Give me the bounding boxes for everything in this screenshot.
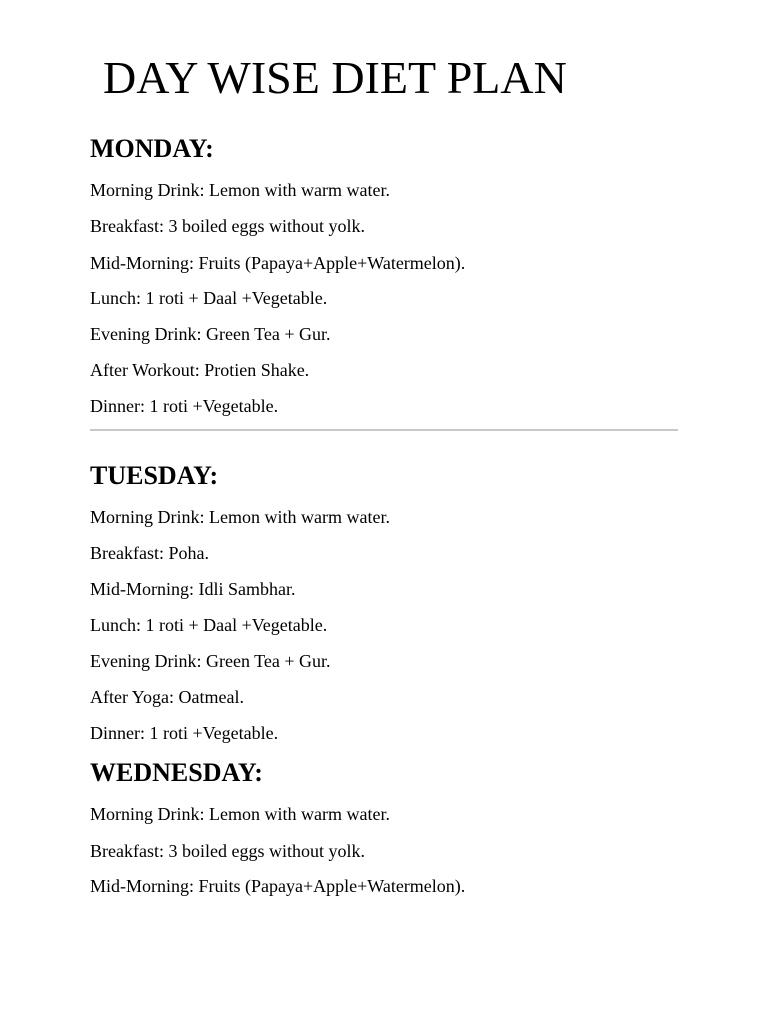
meal-line: Mid-Morning: Idli Sambhar. xyxy=(90,579,296,599)
section-divider xyxy=(90,429,678,431)
day-heading-tuesday: TUESDAY: xyxy=(90,461,219,490)
meal-line: After Yoga: Oatmeal. xyxy=(90,687,244,707)
meal-line: Dinner: 1 roti +Vegetable. xyxy=(90,396,279,416)
meal-line: Morning Drink: Lemon with warm water. xyxy=(90,180,390,200)
meal-line: Evening Drink: Green Tea + Gur. xyxy=(90,324,331,344)
meal-line: Lunch: 1 roti + Daal +Vegetable. xyxy=(90,288,328,308)
meal-line: Mid-Morning: Fruits (Papaya+Apple+Watermelon). xyxy=(90,876,466,896)
document-title: DAY WISE DIET PLAN xyxy=(103,52,567,103)
meal-line: Evening Drink: Green Tea + Gur. xyxy=(90,651,331,671)
day-heading-wednesday: WEDNESDAY: xyxy=(90,758,263,787)
meal-line: Mid-Morning: Fruits (Papaya+Apple+Watermelon). xyxy=(90,253,466,273)
day-heading-monday: MONDAY: xyxy=(90,134,214,163)
meal-line: Lunch: 1 roti + Daal +Vegetable. xyxy=(90,615,328,635)
meal-line: Morning Drink: Lemon with warm water. xyxy=(90,804,390,824)
meal-line: Breakfast: 3 boiled eggs without yolk. xyxy=(90,841,365,861)
meal-line: Dinner: 1 roti +Vegetable. xyxy=(90,723,279,743)
meal-line: After Workout: Protien Shake. xyxy=(90,360,310,380)
meal-line: Breakfast: Poha. xyxy=(90,543,209,563)
meal-line: Morning Drink: Lemon with warm water. xyxy=(90,507,390,527)
meal-line: Breakfast: 3 boiled eggs without yolk. xyxy=(90,216,365,236)
